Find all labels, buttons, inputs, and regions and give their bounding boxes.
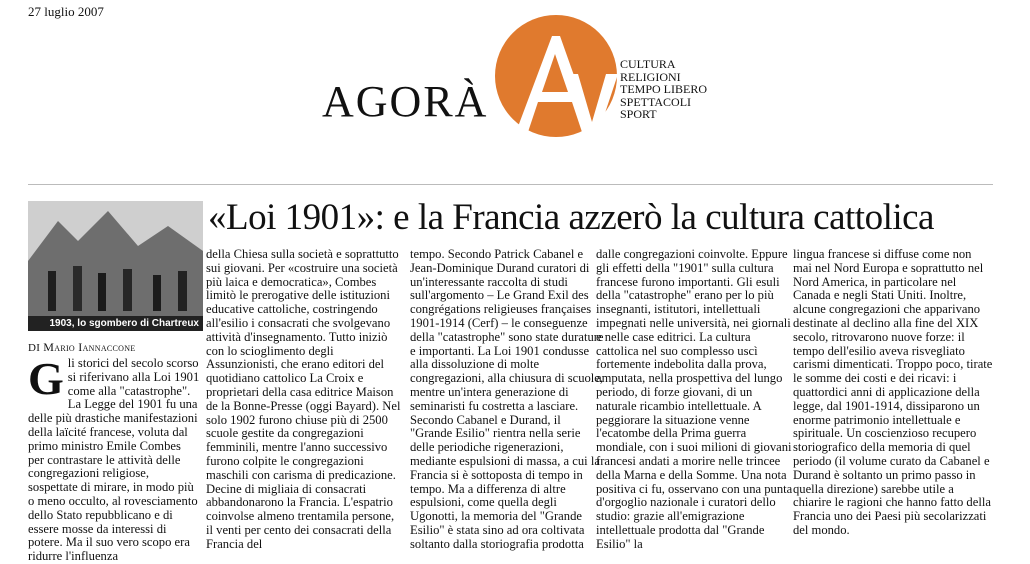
author-name: Mario Iannaccone [43,340,136,354]
article-headline: «Loi 1901»: e la Francia azzerò la cultura cattolica [208,197,934,238]
photo-caption: 1903, lo sgombero di Chartreux [28,316,203,331]
article-column-1 [28,353,200,564]
photo-scene-icon [28,201,203,331]
section-list [620,58,707,121]
column-text: li storici del secolo scorso si riferivano alla Loi 1901 come alla "catastrophe". La Legge del 1901 fu una delle più drastiche manifestazioni della laïcité francese, voluta dal primo ministro Emile Combes per contrastare le attività delle congregazioni religiose, sospettate di mirare, in modo più o meno occulto, al rovesciamento dello Stato repubblicano e di essere mosse da interessi di potere. Ma il suo vero scopo era ridurre l'influenza [28,356,200,564]
section-item: TEMPO LIBERO [620,82,707,96]
masthead-title: AGORÀ [322,77,489,126]
article-column-2: della Chiesa sulla società e soprattutto sui giovani. Per «costruire una società più laica e democratica», Combes limitò le prerogative delle istituzioni educative cattoliche, costringendo all'esilio i consacrati che svolgevano attività d'insegnamento. Tutto iniziò con lo scioglimento degli Assunzionisti, che erano editori del quotidiano cattolico La Croix e proprietari della casa editrice Maison de la Bonne-Presse (oggi Bayard). Nel solo 1902 furono chiuse più di 2500 scuole gestite da congregazioni femminili, mentre l'anno successivo furono colpite le congregazioni maschili con carisma di predicazione. Decine di migliaia di consacrati abbandonarono la Francia. L'espatrio coinvolse almeno trentamila persone, il venti per cento dei consacrati della Francia del [206,247,401,551]
section-item: SPORT [620,107,657,121]
section-item: CULTURA [620,57,676,71]
byline-prefix: DI [28,342,41,354]
drop-cap: G [28,353,64,404]
section-item: RELIGIONI [620,69,681,84]
article-column-4: dalle congregazioni coinvolte. Eppure gli effetti della "1901" sulla cultura francese furono importanti. Gli esuli della "catastrophe" erano per lo più insegnanti, istitutori, intellettuali impegnati nelle università, nei giornali e nelle case editrici. La cultura cattolica nel suo complesso uscì fortemente indebolita dalla prova, amputata, nella prospettiva del lungo periodo, di forze giovani, di un naturale ricambio intellettuale. A peggiorare la situazione venne l'ecatombe della Prima guerra mondiale, con i suoi milioni di giovani francesi andati a morire nelle trincee della Marna e della Somme. Una nota positiva ci fu, osservano con una punta d'orgoglio nazionale i curatori dello studio: grazie all'emigrazione intellettuale prodotta dal "Grande Esilio" la [596,247,793,551]
section-item: SPETTACOLI [620,94,692,109]
article-column-5: lingua francese si diffuse come non mai nel Nord Europa e soprattutto nel Nord America, in particolare nel Canada e negli Stati Uniti. Inoltre, alcune congregazioni che apparivano destinate al declino alla fine del XIX secolo, ritrovarono nuove forze: il tempo dell'esilio aveva risvegliato carismi dimenticati. Troppo poco, tirate le somme dei costi e dei ricavi: i quattordici anni di applicazione della legge, dal 1901-1914, dissiparono un enorme patrimonio intellettuale e spirituale. Un coscienzioso recupero storiografico della memoria di quel periodo (il volume curato da Cabanel e Durand è soltanto un primo passo in quella direzione) sarebbe utile a chiarire le ragioni che hanno fatto della Francia uno dei Paesi più secolarizzati del mondo. [793,247,993,537]
divider [28,184,993,185]
historical-photo [28,201,203,331]
issue-date: 27 luglio 2007 [28,4,104,19]
agora-logo-icon [494,14,618,148]
article-column-3: tempo. Secondo Patrick Cabanel e Jean-Dominique Durand curatori di un'interessante raccolta di studi sull'argomento – Le Grand Exil des congrégations religieuses françaises 1901-1914 (Cerf) – le conseguenze della "catastrophe" sono state durature e importanti. La Loi 1901 condusse alla dissoluzione di molte congregazioni, alla chiusura di scuole, mentre un'intera generazione di seminaristi fu costretta a lasciare. Secondo Cabanel e Durand, il "Grande Esilio" rientra nella serie delle periodiche rigenerazioni, mediante espulsioni di massa, a cui la Francia si è sottoposta di tempo in tempo. Ma a differenza di altre espulsioni, come quella degli Ugonotti, la memoria del "Grande Esilio" è stata sino ad ora coltivata soltanto dalla storiografia prodotta [410,247,604,551]
